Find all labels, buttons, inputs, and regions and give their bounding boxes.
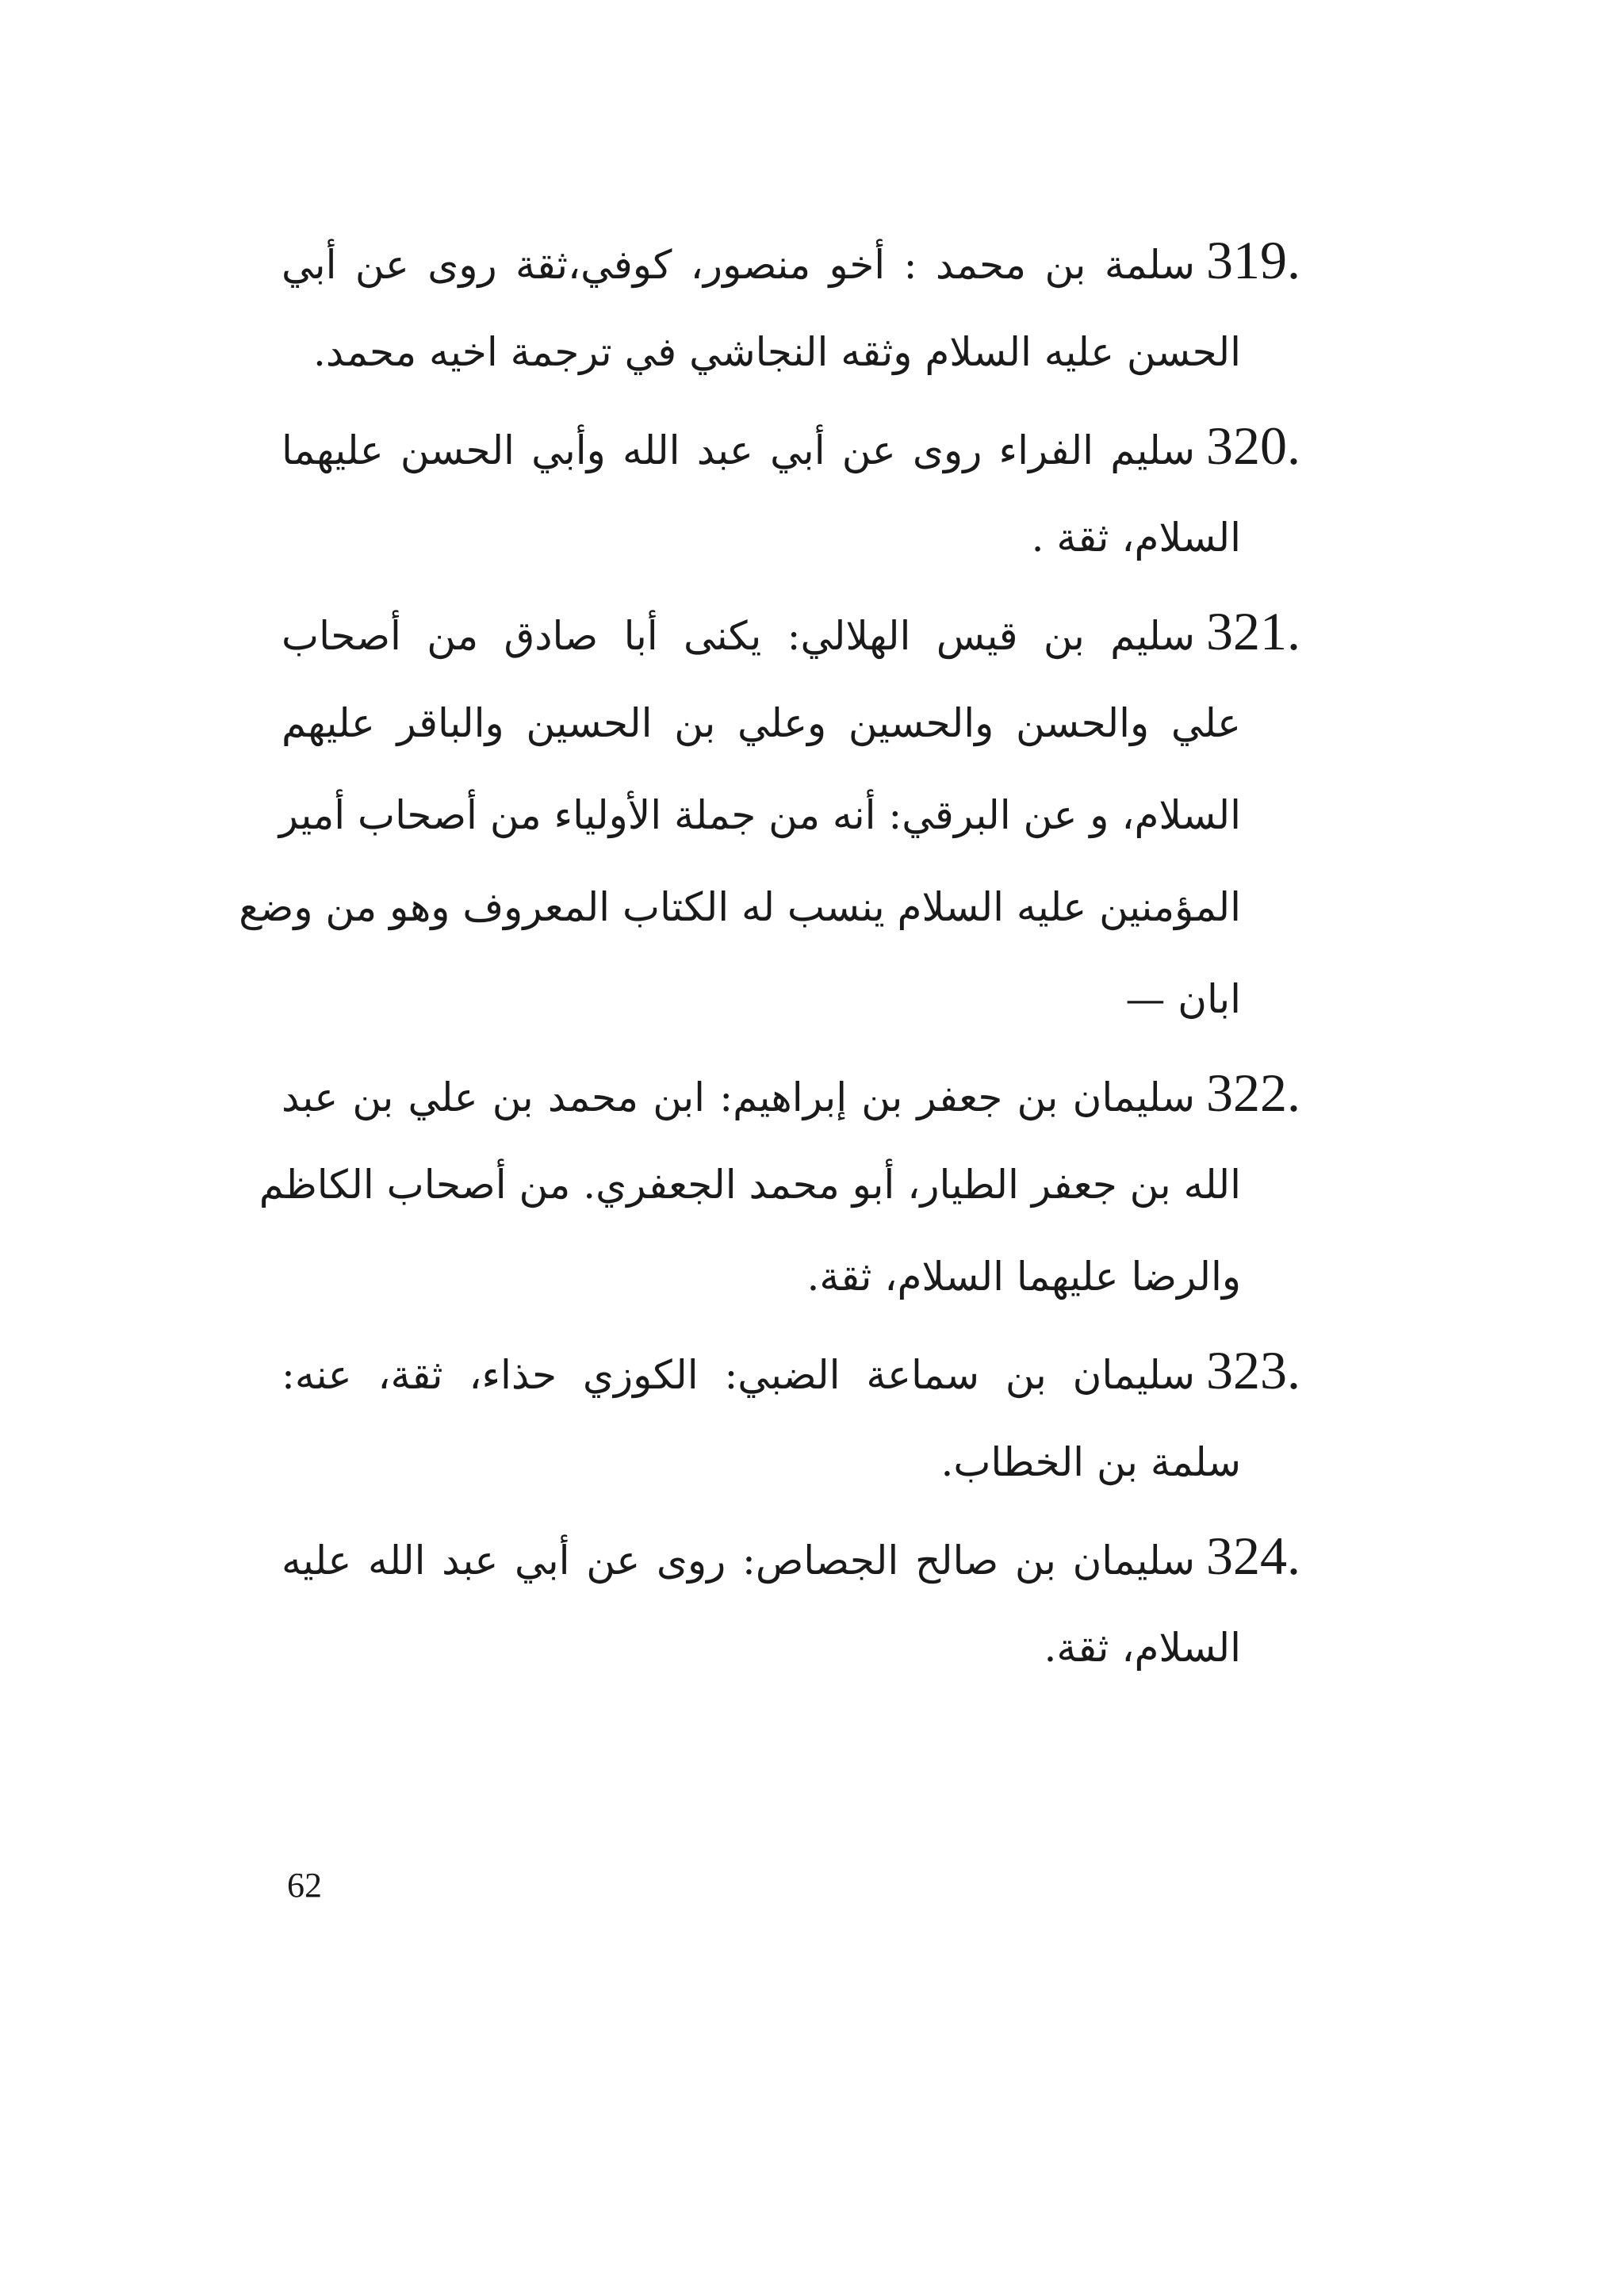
entry-line: سلمة بن الخطاب. [940, 1439, 1241, 1485]
entry-line: الحسن عليه السلام وثقه النجاشي في ترجمة اخيه محمد. [313, 329, 1241, 375]
entry-number: 319. [1206, 230, 1300, 290]
entry-line: ابان — [1125, 976, 1241, 1022]
entry-line [282, 1047, 1300, 1139]
entry-number: 321. [1206, 601, 1300, 661]
entries-list [239, 214, 1300, 1695]
page-number: 62 [287, 1866, 322, 1905]
entry-text: سليمان بن جعفر بن إبراهيم: ابن محمد بن علي بن عبد [282, 1074, 1195, 1120]
entry-text: سليم الفراء روى عن أبي عبد الله وأبي الحسن عليهما [282, 427, 1195, 473]
entry-319 [282, 214, 1300, 398]
entry-line [282, 400, 1300, 492]
entry-323 [282, 1324, 1300, 1508]
entry-number: 323. [1206, 1340, 1300, 1400]
entry-text: سليم بن قيس الهلالي: يكنى أبا صادق من أصحاب [282, 613, 1195, 659]
entry-number: 322. [1206, 1063, 1300, 1123]
entry-number: 324. [1206, 1526, 1300, 1586]
entry-text: سليمان بن صالح الجصاص: روى عن أبي عبد الله عليه [282, 1538, 1195, 1584]
entry-text: سليمان بن سماعة الضبي: الكوزي حذاء، ثقة، عنه: [282, 1352, 1195, 1398]
entry-322 [259, 1047, 1300, 1323]
entry-line [282, 1510, 1300, 1602]
entry-line [282, 585, 1300, 677]
entry-number: 320. [1206, 416, 1300, 476]
entry-line [282, 214, 1300, 306]
entry-line: المؤمنين عليه السلام ينسب له الكتاب المعروف وهو من وضع [239, 884, 1241, 930]
entry-324 [282, 1510, 1300, 1694]
entry-line [282, 1324, 1300, 1416]
entry-line: السلام، و عن البرقي: أنه من جملة الأولياء من أصحاب أمير [278, 792, 1241, 838]
entry-line: علي والحسن والحسين وعلي بن الحسين والباقر عليهم [282, 700, 1241, 746]
entry-320 [282, 400, 1300, 584]
entry-line: الله بن جعفر الطيار، أبو محمد الجعفري. من أصحاب الكاظم [259, 1162, 1241, 1208]
entry-321 [239, 585, 1300, 1045]
entry-line: السلام، ثقة . [1031, 515, 1241, 561]
entry-line: السلام، ثقة. [1044, 1625, 1241, 1671]
entry-text: سلمة بن محمد : أخو منصور، كوفي،ثقة روى عن أبي [282, 242, 1195, 288]
entry-line: والرضا عليهما السلام، ثقة. [806, 1254, 1241, 1300]
